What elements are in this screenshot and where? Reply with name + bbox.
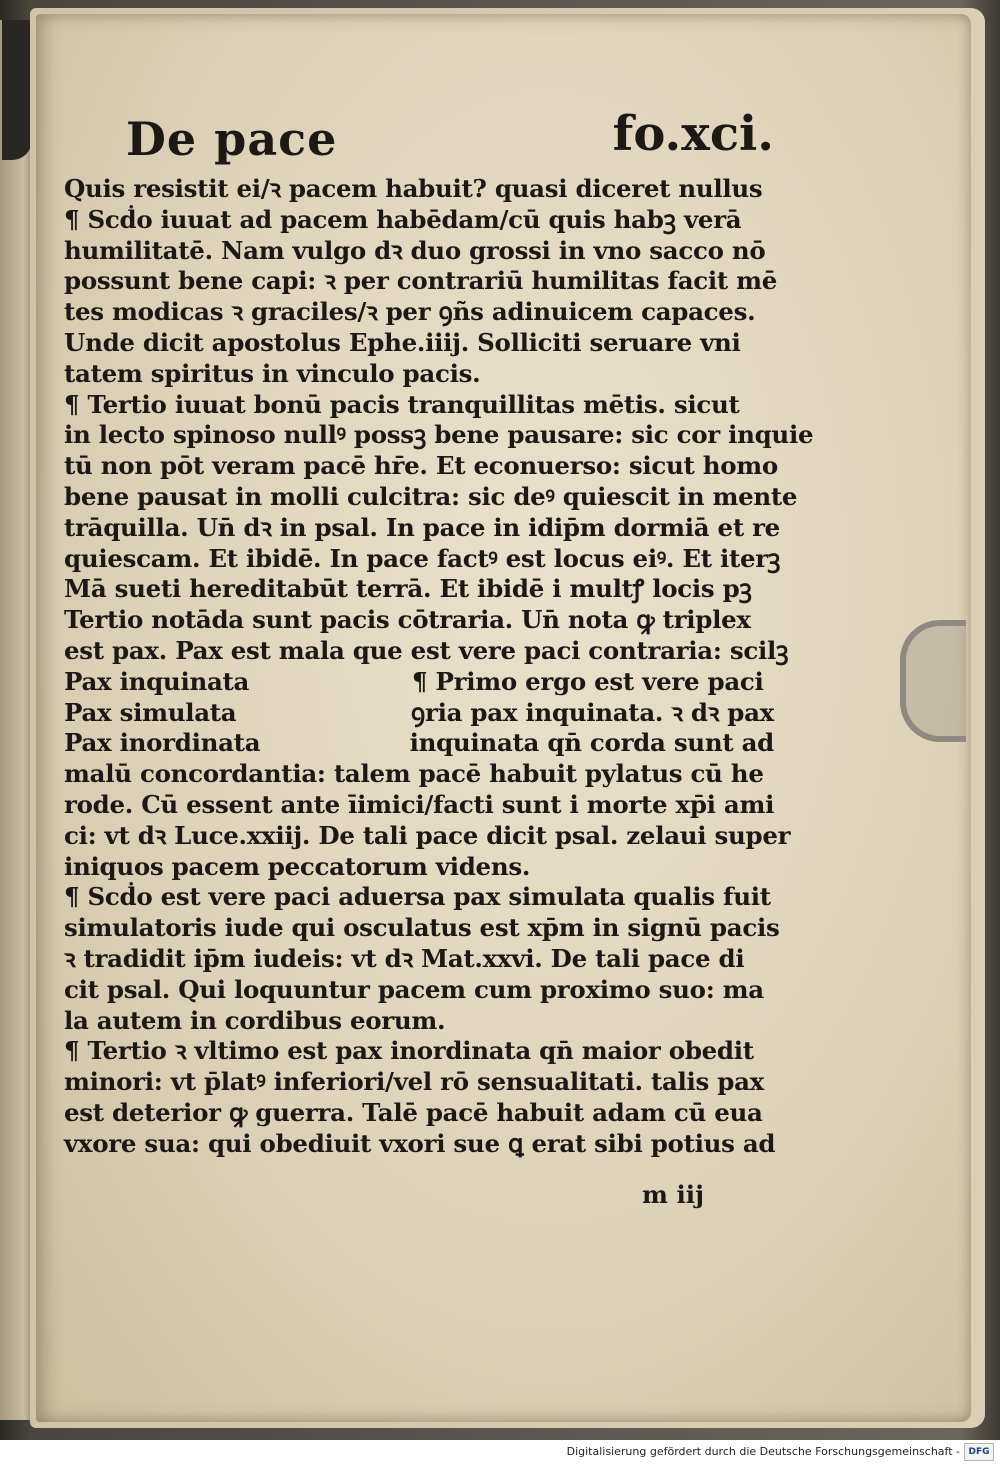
list-item-right: ¶ Primo ergo est vere paci — [412, 666, 764, 696]
list-item-right: inquinata qn̄ corda sunt ad — [409, 728, 774, 758]
text-line: ¶ Tertio ꝛ vltimo est pax inordinata qn̄ maior obedit — [64, 1036, 754, 1066]
text-line: Quis resistit ei/ꝛ pacem habuit? quasi diceret nullus — [64, 174, 763, 203]
text-line: tes modicas ꝛ graciles/ꝛ per ꝯñs adinuicem capaces. — [64, 297, 756, 327]
text-line: ¶ Tertio iuuat bonū pacis tranquillitas mētis. sicut — [64, 389, 740, 419]
two-column-row — [64, 667, 774, 698]
text-line: minori: vt p̄latꝰ inferiori/vel rō sensualitati. talis pax — [64, 1067, 764, 1097]
text-line: la autem in cordibus eorum. — [64, 1005, 446, 1035]
page-title: De pace — [126, 112, 338, 166]
text-line: Unde dicit apostolus Ephe.iiij. Solliciti seruare vni — [64, 327, 741, 357]
list-item-left: Pax simulata — [64, 697, 237, 727]
two-column-row — [64, 698, 774, 729]
text-line: trāquilla. Un̄ dꝛ in psal. In pace in idip̄m dormiā et re — [64, 512, 780, 542]
two-column-row — [64, 728, 774, 759]
funding-credit: Digitalisierung gefördert durch die Deutsche Forschungsgemeinschaft - — [566, 1445, 960, 1458]
text-line: possunt bene capi: ꝛ per contrariū humilitas facit mē — [64, 266, 778, 296]
book-clamp — [900, 620, 966, 742]
text-line: malū concordantia: talem pacē habuit pylatus cū he — [64, 759, 764, 789]
list-item-right: ꝯria pax inquinata. ꝛ dꝛ pax — [410, 697, 774, 727]
dfg-logo: DFG — [964, 1443, 994, 1461]
text-line: quiescam. Et ibidē. In pace factꝰ est locus eiꝰ. Et iterꝫ — [64, 543, 781, 573]
text-line: rode. Cū essent ante īimici/facti sunt i morte xp̄i ami — [64, 789, 775, 819]
text-line: in lecto spinoso nullꝰ possꝫ bene pausare: sic cor inquie — [64, 420, 814, 450]
text-line: ¶ Scḋo iuuat ad pacem habēdam/cū quis habꝫ verā — [64, 204, 742, 234]
text-line: est deterior ꝙ guerra. Talē pacē habuit adam cū eua — [64, 1097, 763, 1127]
text-line: tatem spiritus in vinculo pacis. — [64, 358, 481, 388]
folio-number: fo.xci. — [612, 106, 774, 162]
page-text-block — [64, 106, 814, 1160]
text-line: ¶ Scḋo est vere paci aduersa pax simulata qualis fuit — [64, 882, 771, 912]
footer-bar — [0, 1440, 1000, 1464]
signature-mark: m iij — [642, 1180, 704, 1209]
text-line: ci: vt dꝛ Luce.xxiij. De tali pace dicit psal. zelaui super — [64, 820, 791, 850]
text-line: bene pausat in molli culcitra: sic deꝰ quiescit in mente — [64, 481, 798, 511]
list-item-left: Pax inordinata — [64, 728, 261, 758]
text-line: vxore sua: qui obediuit vxori sue ꝗ erat sibi potius ad — [64, 1128, 776, 1158]
text-line: ꝛ tradidit ip̄m iudeis: vt dꝛ Mat.xxvi. De tali pace di — [64, 943, 745, 973]
text-line: cit psal. Qui loquuntur pacem cum proximo suo: ma — [64, 974, 764, 1004]
text-line: iniquos pacem peccatorum videns. — [64, 851, 531, 881]
list-item-left: Pax inquinata — [64, 666, 250, 696]
text-line: humilitatē. Nam vulgo dꝛ duo grossi in vno sacco nō — [64, 235, 766, 265]
text-line: est pax. Pax est mala que est vere paci contraria: scilꝫ — [64, 635, 789, 665]
text-line: Tertio notāda sunt pacis cōtraria. Un̄ nota ꝙ triplex — [64, 605, 751, 635]
text-line: Mā sueti hereditabūt terrā. Et ibidē i multꝭ locis pꝫ — [64, 574, 752, 604]
text-line: tū non pōt veram pacē hr̄e. Et econuerso: sicut homo — [64, 451, 778, 481]
text-line: simulatoris iude qui osculatus est xp̄m in signū pacis — [64, 913, 780, 943]
running-header — [64, 106, 774, 174]
